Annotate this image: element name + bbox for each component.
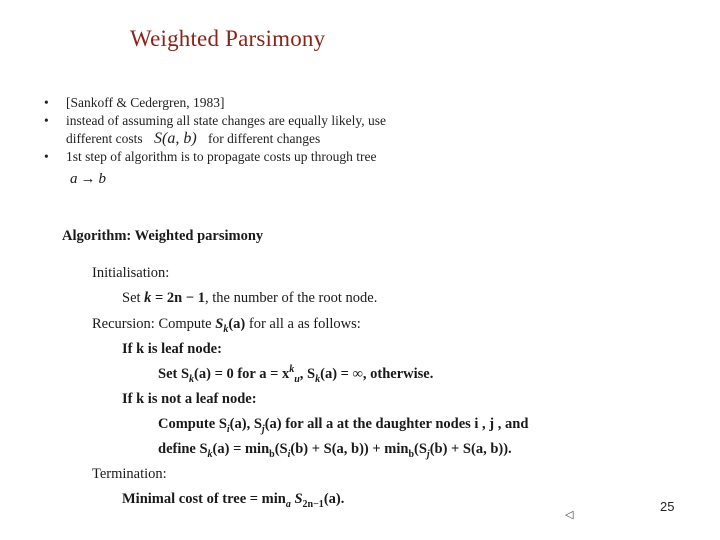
minimal-sub-2n: 2n−1 xyxy=(302,498,324,510)
bullet-list xyxy=(40,94,386,166)
define-sub-i: i xyxy=(287,448,291,460)
minimal-sub-a: a xyxy=(285,498,291,510)
bullet-text: instead of assuming all state changes are equally likely, use xyxy=(66,113,387,128)
leaf-b: (a) = 0 for a = x xyxy=(194,366,290,382)
init-set-text: Set xyxy=(122,290,141,306)
previous-slide-icon[interactable]: ◁ xyxy=(565,508,574,521)
state-from: a xyxy=(70,171,78,187)
compute-a: Compute S xyxy=(158,416,227,432)
define-f: (b) + S(a, b)). xyxy=(429,441,512,457)
define-sub-j: j xyxy=(426,448,430,460)
leaf-a: Set S xyxy=(158,366,190,382)
slide-title: Weighted Parsimony xyxy=(130,26,326,51)
bullet-marker: • xyxy=(44,95,49,110)
define-sub: k xyxy=(207,448,213,460)
define-sub-b2: b xyxy=(408,448,414,460)
recursion-line xyxy=(92,316,361,333)
initialisation-label: Initialisation: xyxy=(92,265,170,281)
minimal-c: (a). xyxy=(323,491,345,507)
init-k: k xyxy=(144,290,152,306)
page-number: 25 xyxy=(660,499,675,514)
initialisation-step xyxy=(122,290,377,307)
bullet-text: for different changes xyxy=(208,131,321,146)
leaf-sub3: k xyxy=(315,373,321,385)
compute-sub-i: i xyxy=(226,423,230,435)
termination-label: Termination: xyxy=(92,466,167,482)
leaf-d: (a) = ∞, otherwise. xyxy=(320,366,434,382)
transition-expression xyxy=(70,171,106,188)
leaf-sub: k xyxy=(189,373,195,385)
cost-function-math: S(a, b) xyxy=(153,130,197,147)
bullet-item xyxy=(40,112,386,130)
state-to: b xyxy=(98,171,106,187)
minimal-b: S xyxy=(290,491,303,507)
leaf-sup: k xyxy=(289,364,295,376)
bullet-marker: • xyxy=(44,113,49,128)
if-not-leaf-line: If k is not a leaf node: xyxy=(122,391,257,407)
define-sub-b1: b xyxy=(269,448,275,460)
leaf-case-line xyxy=(158,366,433,383)
bullet-continuation xyxy=(40,130,386,148)
define-a: define S xyxy=(158,441,208,457)
define-line xyxy=(158,441,512,458)
termination-step xyxy=(122,491,344,508)
right-arrow-icon: → xyxy=(80,171,96,187)
leaf-c: , S xyxy=(299,366,316,382)
define-d: (b) + S(a, b)) + min xyxy=(290,441,409,457)
compute-rest: (a) for all a at the daughter nodes i , j , and xyxy=(264,416,529,432)
recursion-sub: k xyxy=(223,323,229,335)
algorithm-name: Weighted parsimony xyxy=(134,228,264,244)
bullet-item xyxy=(40,94,386,112)
bullet-text: [Sankoff & Cedergren, 1983] xyxy=(66,95,225,110)
define-b: (a) = min xyxy=(212,441,270,457)
define-c: (S xyxy=(274,441,288,457)
minimal-a: Minimal cost of tree = min xyxy=(122,491,286,507)
recursion-s: S xyxy=(215,316,224,332)
if-leaf-line: If k is leaf node: xyxy=(122,341,222,357)
compute-line xyxy=(158,416,528,433)
init-rest: , the number of the root node. xyxy=(205,290,378,306)
compute-mid: (a), S xyxy=(229,416,262,432)
bullet-marker: • xyxy=(44,149,49,164)
recursion-rest: for all a as follows: xyxy=(248,316,361,332)
recursion-label: Recursion: Compute xyxy=(92,316,212,332)
bullet-text: 1st step of algorithm is to propagate costs up through tree xyxy=(66,149,377,164)
algorithm-label: Algorithm: xyxy=(62,228,132,244)
define-e: (S xyxy=(414,441,427,457)
init-expr: = 2n − 1 xyxy=(151,290,205,306)
bullet-item xyxy=(40,148,386,166)
compute-sub-j: j xyxy=(261,423,265,435)
bullet-text: different costs xyxy=(66,131,143,146)
recursion-arg: (a) xyxy=(228,316,246,332)
algorithm-heading xyxy=(62,228,263,245)
leaf-sub2: u xyxy=(294,373,300,385)
